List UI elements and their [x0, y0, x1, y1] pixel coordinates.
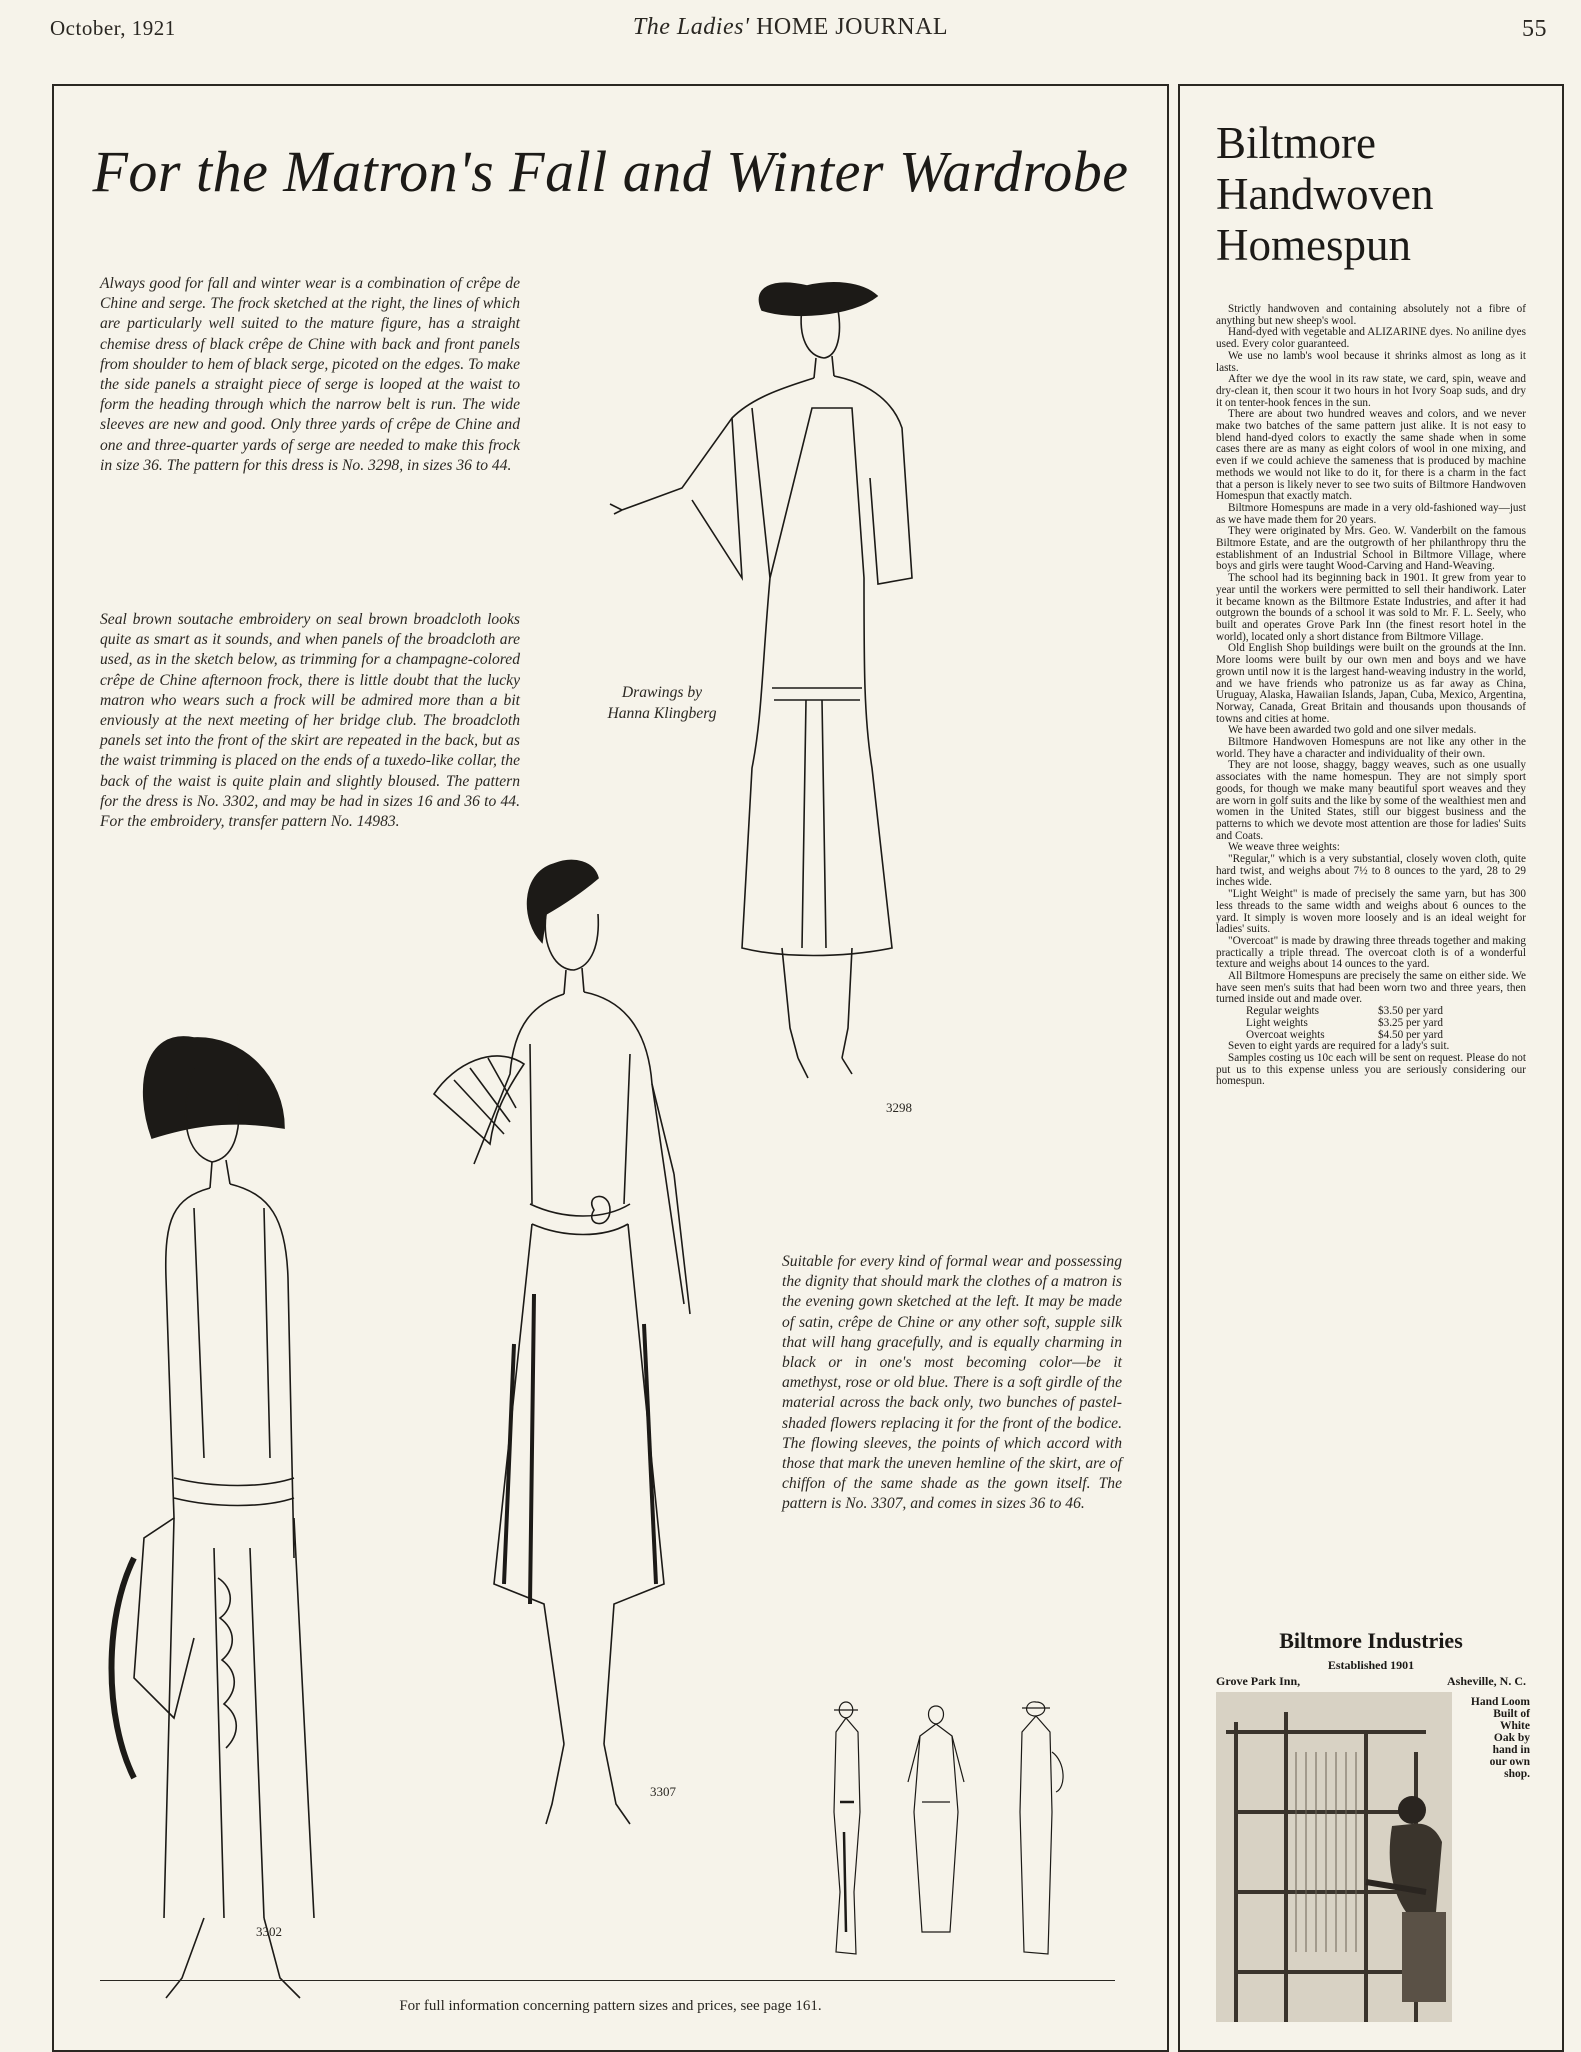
credit-line-1: Drawings by — [621, 684, 703, 701]
description-3298: Always good for fall and winter wear is a combination of crêpe de Chine and serge. The frock sketched at the right, the lines of which are particularly well suited to the mature figure, has a straight chemise dress of black crêpe de Chine with back and front panels from shoulder to hem of black serge, picoted on the edges. To make the side panels a straight piece of serge is looped at the waist to form the heading through which the narrow belt is run. The wide sleeves are new and good. Only three yards of crêpe de Chine and one and three-quarter yards of serge are needed to make this frock in size 36. The pattern for this dress is No. 3298, in sizes 36 to 44. — [100, 275, 520, 474]
loom-caption — [1450, 1696, 1530, 1780]
ad-address-left: Grove Park Inn, — [1216, 1674, 1301, 1688]
price-value: $3.25 per yard — [1378, 1016, 1443, 1029]
ad-paragraph: Samples costing us 10c each will be sent on request. Please do not put us to this expense unless you are seriously considering our homespun. — [1216, 1052, 1526, 1088]
footer-rule — [100, 1980, 1115, 1981]
ad-paragraph: Seven to eight yards are required for a lady's suit. — [1228, 1040, 1450, 1053]
loom-caption-line: Hand Loom — [1470, 1696, 1530, 1708]
loom-caption-line: hand in — [1492, 1744, 1530, 1756]
illustration-3302 — [74, 918, 394, 1918]
hand-loom-photo — [1216, 1692, 1452, 2022]
biltmore-advertisement — [1178, 84, 1564, 2052]
ad-established: Established 1901 — [1327, 1658, 1415, 1672]
editorial-panel — [52, 84, 1169, 2052]
loom-caption-line: Oak by — [1493, 1732, 1530, 1744]
pattern-number-3298: 3298 — [886, 1100, 912, 1115]
ad-address — [1216, 1674, 1526, 1689]
ad-paragraph: "Light Weight" is made of precisely the same yarn, but has 300 less threads to the same width and weighs about 6 ounces to the yard. It simply is woven more loosely and is an ideal weight for ladies' suits. — [1216, 888, 1526, 936]
ad-address-right: Asheville, N. C. — [1447, 1674, 1526, 1688]
price-value: $3.50 per yard — [1378, 1005, 1443, 1018]
price-label: Light weights — [1246, 1016, 1308, 1029]
credit-line-2: Hanna Klingberg — [607, 705, 717, 722]
pattern-number-3307: 3307 — [650, 1784, 676, 1799]
pattern-number-3302: 3302 — [256, 1924, 282, 1939]
ad-paragraph: We use no lamb's wool because it shrinks almost as long as it lasts. — [1216, 349, 1526, 374]
illustration-3307 — [434, 844, 754, 1854]
ad-paragraph: There are about two hundred weaves and colors, and we never make two batches of the same pattern just alike. It is not easy to blend hand-dyed colors to exactly the same shade when in some cases there are as many as eight colors of wool in one mixing, and even if we could achieve the sameness that is produced by machine methods we would not like to do it, for there is a charm in the fact that a person is likely never to see two suits of Biltmore Handwoven Homespun that exactly match. — [1216, 408, 1526, 503]
ad-paragraph: Strictly handwoven and containing absolutely not a fibre of anything but new sheep's wool. — [1216, 303, 1526, 327]
ad-paragraph: We have been awarded two gold and one silver medals. — [1228, 724, 1477, 737]
ad-headline — [1216, 118, 1556, 271]
ad-paragraph: All Biltmore Homespuns are precisely the same on either side. We have seen men's suits that had been worn two and three years, then turned inside out and made over. — [1216, 970, 1526, 1006]
ad-company-name: Biltmore Industries — [1279, 1628, 1463, 1653]
ad-paragraph: The school had its beginning back in 1901. It grew from year to year until the workers were permitted to sell their handiwork. Later it became known as the Biltmore Estate Industries, and after it had outgrown the bounds of a school it was sold to Mr. F. L. Seely, who built and operates Grove Park Inn (the finest resort hotel in the world), located only a short distance from Biltmore Village. — [1216, 572, 1526, 643]
article-title: For the Matron's Fall and Winter Wardrobe — [92, 139, 1129, 204]
ad-body-copy — [1216, 304, 1526, 1088]
ad-paragraph: "Overcoat" is made by drawing three threads together and making practically a triple thread. The overcoat cloth is of a wonderful texture and weighs about 14 ounces to the yard. — [1216, 934, 1526, 971]
back-view-figures — [826, 1692, 1076, 1984]
description-3302: Seal brown soutache embroidery on seal brown broadcloth looks quite as smart as it sounds, and when panels of the broadcloth are used, as in the sketch below, as trimming for a champagne-colored crêpe de Chine afternoon frock, there is little doubt that the lucky matron who wears such a frock will be admired more than a bit enviously at the next meeting of her bridge club. The broadcloth panels set into the front of the skirt are repeated in the back, but as the waist trimming is placed on the ends of a tuxedo-like collar, the back of the waist is quite plain and slightly bloused. The pattern for the dress is No. 3302, and may be had in sizes 16 and 36 to 44. For the embroidery, transfer pattern No. 14983. — [100, 611, 520, 831]
loom-caption-line: White — [1499, 1720, 1530, 1732]
ad-paragraph: They were originated by Mrs. Geo. W. Vanderbilt on the famous Biltmore Estate, and are the outgrowth of her philanthropy thru the establishment of an Industrial School in Biltmore Village, where boys and girls were taught Wood-Carving and Hand-Weaving. — [1216, 525, 1526, 573]
ad-headline-line: Homespun — [1216, 220, 1411, 270]
ad-paragraph: Biltmore Homespuns are made in a very old-fashioned way—just as we have made them for 20 years. — [1216, 501, 1526, 526]
magazine-title-caps: HOME JOURNAL — [756, 14, 949, 40]
ad-paragraph: After we dye the wool in its raw state, we card, spin, weave and dry-clean it, then scour it two hours in hot Ivory Soap suds, and dry it on tenter-hook fences in the sun. — [1216, 373, 1526, 409]
ad-paragraph: They are not loose, shaggy, baggy weaves, such as one usually associates with the name homespun. They are not simply sport goods, for though we make many beautiful sport weaves and they are worn in golf suits and the like by some of the wealthiest men and women in the United States, still our biggest business and the patterns to which we devote most attention are those for ladies' Suits and Coats. — [1216, 759, 1526, 842]
price-label: Overcoat weights — [1246, 1028, 1325, 1041]
ad-paragraph: "Regular," which is a very substantial, closely woven cloth, quite hard twist, and weighs about 7½ to 8 ounces to the yard, 28 to 29 inches wide. — [1216, 853, 1526, 889]
description-3307: Suitable for every kind of formal wear and possessing the dignity that should mark the clothes of a matron is the evening gown sketched at the left. It may be made of satin, crêpe de Chine or any other soft, supple silk that will hang gracefully, and is equally charming in black or in one's most becoming color—be it amethyst, rose or old blue. There is a soft girdle of the material across the back only, two bunches of pastel-shaded flowers replacing it for the front of the bodice. The flowing sleeves, the points of which accord with those that mark the uneven hemline of the skirt, are of chiffon of the same shade as the gown itself. The pattern is No. 3307, and comes in sizes 36 to 46. — [782, 1253, 1122, 1513]
ad-paragraph: Old English Shop buildings were built on the grounds at the Inn. More looms were built by our own men and boys and we have grown until now it is the largest hand-weaving industry in the world, and we have friends who patronize us as far away as China, Uruguay, Alaska, Hawaiian Islands, Japan, Cuba, Mexico, Argentina, Norway, Canada, Great Britain and thousands upon thousands of towns and cities at home. — [1216, 642, 1526, 725]
loom-caption-line: Built of — [1493, 1708, 1530, 1720]
ad-headline-line: Biltmore — [1216, 118, 1376, 168]
ad-paragraph: Biltmore Handwoven Homespuns are not like any other in the world. They have a character and individuality of their own. — [1216, 736, 1526, 760]
pattern-price-note: For full information concerning pattern sizes and prices, see page 161. — [399, 1998, 822, 2014]
page-number: 55 — [1522, 16, 1547, 42]
price-row — [1246, 1018, 1526, 1030]
ad-paragraph: We weave three weights: — [1228, 841, 1340, 854]
loom-caption-line: shop. — [1504, 1768, 1530, 1780]
magazine-title — [0, 14, 1581, 41]
price-list — [1246, 1006, 1526, 1041]
price-value: $4.50 per yard — [1378, 1028, 1443, 1041]
ad-headline-line: Handwoven — [1216, 169, 1434, 219]
price-label: Regular weights — [1246, 1005, 1320, 1018]
ad-paragraph: Hand-dyed with vegetable and ALIZARINE dyes. No aniline dyes used. Every color guaranteed. — [1216, 326, 1526, 351]
magazine-title-italic: The Ladies' — [632, 14, 750, 40]
issue-date: October, 1921 — [50, 16, 176, 40]
loom-caption-line: our own — [1489, 1756, 1530, 1768]
